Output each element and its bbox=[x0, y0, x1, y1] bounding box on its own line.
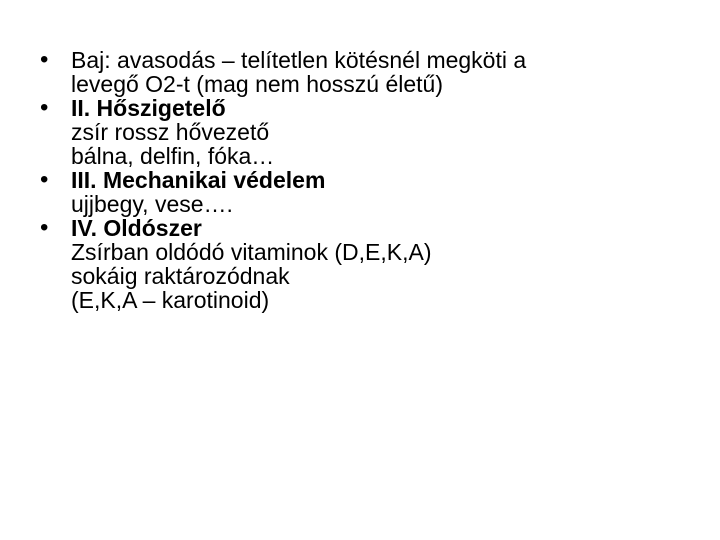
bullet-dot-icon: • bbox=[40, 46, 49, 73]
bullet-list bbox=[40, 48, 700, 312]
bullet-dot-icon: • bbox=[40, 94, 49, 121]
bullet-heading: IV. Oldószer bbox=[71, 215, 202, 241]
bullet-line: Baj: avasodás – telítetlen kötésnél megköti a bbox=[71, 47, 527, 73]
bullet-line: (E,K,A – karotinoid) bbox=[71, 287, 270, 313]
bullet-item-mechanikai-vedelem bbox=[40, 168, 700, 216]
bullet-dot-icon: • bbox=[40, 166, 49, 193]
bullet-dot-icon: • bbox=[40, 214, 49, 241]
bullet-line: Zsírban oldódó vitaminok (D,E,K,A) bbox=[71, 239, 432, 265]
bullet-item-baj bbox=[40, 48, 700, 96]
bullet-item-hoszigetelo bbox=[40, 96, 700, 168]
bullet-heading: II. Hőszigetelő bbox=[71, 95, 226, 121]
bullet-line: bálna, delfin, fóka… bbox=[71, 143, 275, 169]
bullet-line: ujjbegy, vese…. bbox=[71, 191, 233, 217]
bullet-heading: III. Mechanikai védelem bbox=[71, 167, 326, 193]
bullet-item-oldoszer bbox=[40, 216, 700, 312]
bullet-line: sokáig raktározódnak bbox=[71, 263, 290, 289]
bullet-line: zsír rossz hővezető bbox=[71, 119, 270, 145]
bullet-line: levegő O2-t (mag nem hosszú életű) bbox=[71, 71, 444, 97]
